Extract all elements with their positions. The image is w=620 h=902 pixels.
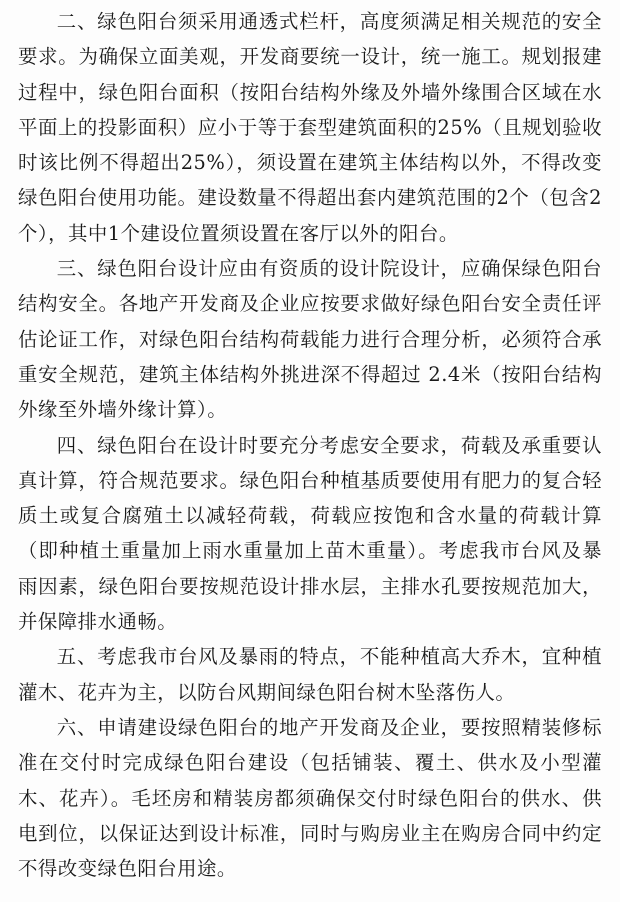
paragraph-item-4: 四、绿色阳台在设计时要充分考虑安全要求，荷载及承重要认真计算，符合规范要求。绿色阳台种植基质要使用有肥力的复合轻质土或复合腐殖土以减轻荷载，荷载应按饱和含水量的荷载计算（即种植土重量加上雨水重量加上苗木重量）。考虑我市台风及暴雨因素，绿色阳台要按规范设计排水层，主排水孔要按规范加大，并保障排水通畅。	[18, 433, 602, 634]
paragraph-item-3: 三、绿色阳台设计应由有资质的设计院设计，应确保绿色阳台结构安全。各地产开发商及企业应按要求做好绿色阳台安全责任评估论证工作，对绿色阳台结构荷载能力进行合理分析，必须符合承重安全规范，建筑主体结构外挑进深不得超过 2.4米（按阳台结构外缘至外墙外缘计算）。	[18, 257, 602, 422]
paragraph-item-2: 二、绿色阳台须采用通透式栏杆，高度须满足相关规范的安全要求。为确保立面美观，开发商要统一设计，统一施工。规划报建过程中，绿色阳台面积（按阳台结构外缘及外墙外缘围合区域在水平面上的投影面积）应小于等于套型建筑面积的25%（且规划验收时该比例不得超出25%），须设置在建筑主体结构以外，不得改变绿色阳台使用功能。建设数量不得超出套内建筑范围的2个（包含2个），其中1个建设位置须设置在客厅以外的阳台。	[18, 10, 602, 245]
paragraph-item-5: 五、考虑我市台风及暴雨的特点，不能种植高大乔木，宜种植灌木、花卉为主，以防台风期间绿色阳台树木坠落伤人。	[18, 645, 602, 704]
paragraph-item-6: 六、申请建设绿色阳台的地产开发商及企业，要按照精装修标准在交付时完成绿色阳台建设（包括铺装、覆土、供水及小型灌木、花卉）。毛坯房和精装房都须确保交付时绿色阳台的供水、供电到位，以保证达到设计标准，同时与购房业主在购房合同中约定不得改变绿色阳台用途。	[18, 715, 602, 881]
